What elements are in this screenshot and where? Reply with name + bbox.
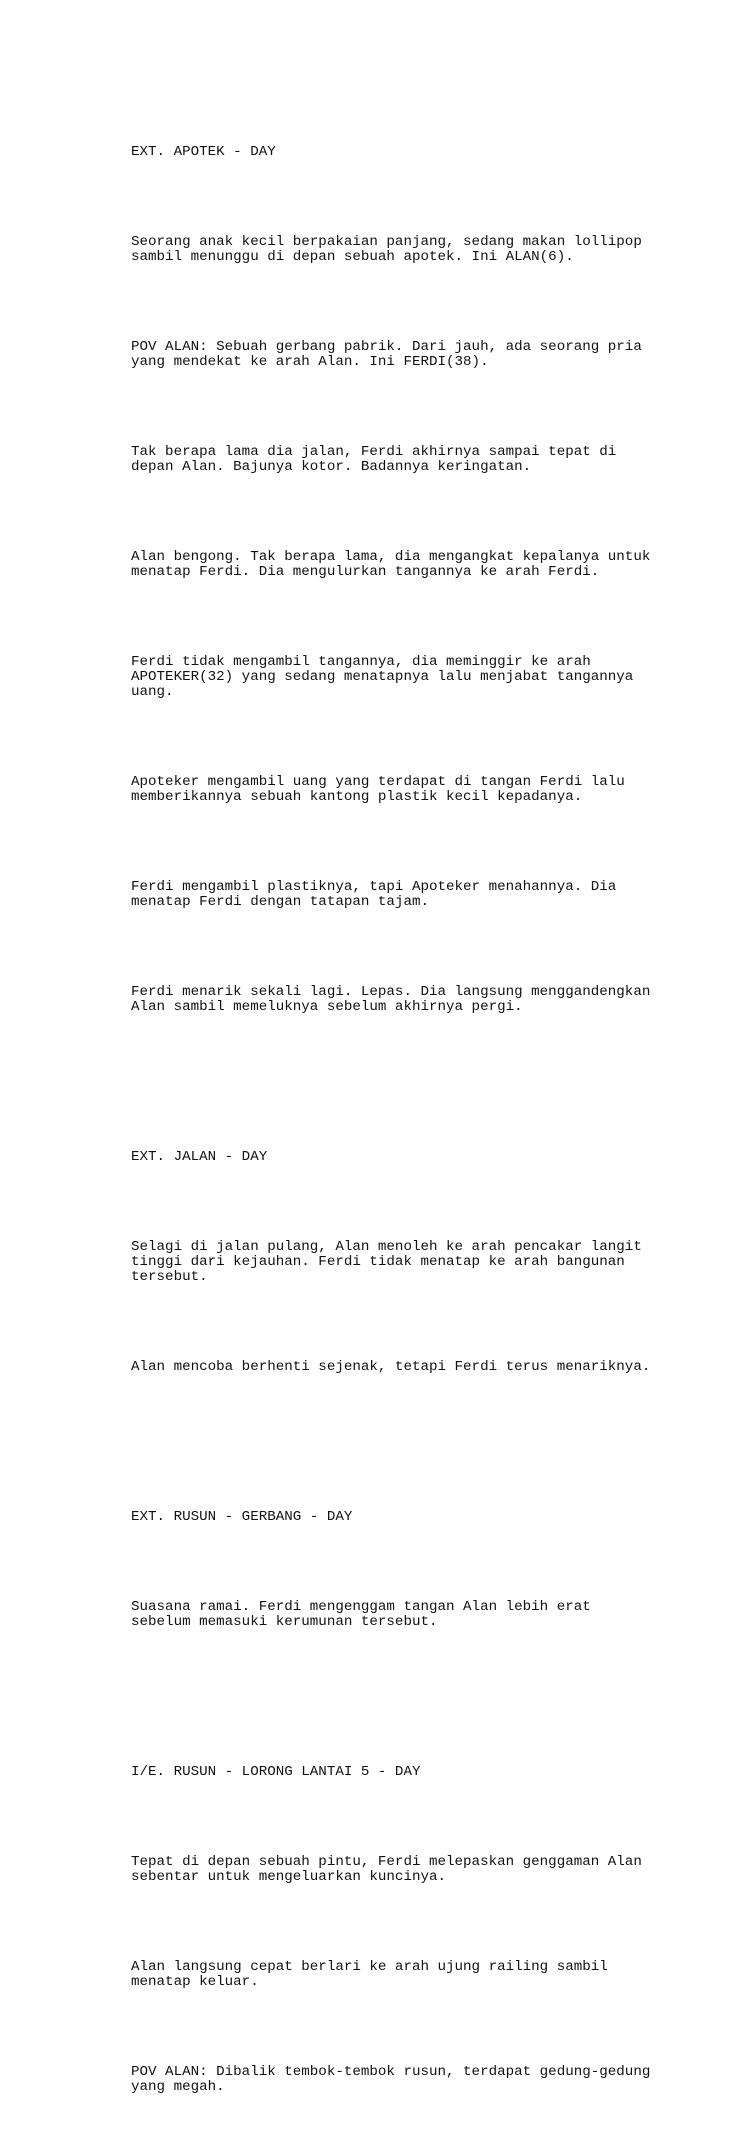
text-line: Apoteker mengambil uang yang terdapat di tangan Ferdi lalu	[131, 774, 625, 790]
text-line: sebentar untuk mengeluarkan kuncinya.	[131, 1869, 447, 1885]
text-line: Alan bengong. Tak berapa lama, dia mengangkat kepalanya untuk	[131, 549, 651, 565]
text-line: APOTEKER(32) yang sedang menatapnya lalu menjabat tangannya	[131, 669, 634, 685]
scene-heading: I/E. RUSUN - LORONG LANTAI 5 - DAY	[131, 1764, 421, 1780]
text-line: menatap Ferdi dengan tatapan tajam.	[131, 894, 429, 910]
text-line: menatap keluar.	[131, 1974, 259, 1990]
text-line: Tepat di depan sebuah pintu, Ferdi melepaskan genggaman Alan	[131, 1854, 642, 1870]
text-line: depan Alan. Bajunya kotor. Badannya keringatan.	[131, 459, 532, 475]
action-paragraph	[131, 1360, 691, 1375]
scene-heading: EXT. RUSUN - GERBANG - DAY	[131, 1509, 353, 1525]
action-paragraph	[131, 1240, 691, 1285]
scene-heading: EXT. APOTEK - DAY	[131, 144, 276, 160]
text-line: Ferdi tidak mengambil tangannya, dia meminggir ke arah	[131, 654, 591, 670]
text-line: yang mendekat ke arah Alan. Ini FERDI(38).	[131, 354, 489, 370]
action-paragraph	[131, 985, 691, 1015]
action-paragraph	[131, 1960, 691, 1990]
text-line: sambil menunggu di depan sebuah apotek. Ini ALAN(6).	[131, 249, 574, 265]
text-line: Alan langsung cepat berlari ke arah ujung railing sambil	[131, 1959, 608, 1975]
action-paragraph	[131, 550, 691, 580]
text-line: sebelum memasuki kerumunan tersebut.	[131, 1614, 438, 1630]
text-line: POV ALAN: Sebuah gerbang pabrik. Dari jauh, ada seorang pria	[131, 339, 642, 355]
text-line: Alan mencoba berhenti sejenak, tetapi Ferdi terus menariknya.	[131, 1359, 651, 1375]
action-paragraph	[131, 340, 691, 370]
action-paragraph	[131, 1600, 691, 1630]
text-line: Ferdi menarik sekali lagi. Lepas. Dia langsung menggandengkan	[131, 984, 651, 1000]
action-paragraph	[131, 445, 691, 475]
text-line: memberikannya sebuah kantong plastik kecil kepadanya.	[131, 789, 583, 805]
screenplay-content	[131, 85, 691, 2140]
text-line: Tak berapa lama dia jalan, Ferdi akhirnya sampai tepat di	[131, 444, 617, 460]
text-line: Seorang anak kecil berpakaian panjang, sedang makan lollipop	[131, 234, 642, 250]
text-line: tinggi dari kejauhan. Ferdi tidak menatap ke arah bangunan	[131, 1254, 625, 1270]
text-line: Selagi di jalan pulang, Alan menoleh ke arah pencakar langit	[131, 1239, 642, 1255]
text-line: yang megah.	[131, 2079, 225, 2095]
text-line: Suasana ramai. Ferdi mengenggam tangan Alan lebih erat	[131, 1599, 591, 1615]
action-paragraph	[131, 775, 691, 805]
action-paragraph	[131, 2065, 691, 2095]
action-paragraph	[131, 1855, 691, 1885]
action-paragraph	[131, 655, 691, 700]
scene-heading: EXT. JALAN - DAY	[131, 1149, 268, 1165]
text-line: Alan sambil memeluknya sebelum akhirnya pergi.	[131, 999, 523, 1015]
text-line: menatap Ferdi. Dia mengulurkan tangannya ke arah Ferdi.	[131, 564, 600, 580]
text-line: uang.	[131, 684, 174, 700]
text-line: Ferdi mengambil plastiknya, tapi Apoteker menahannya. Dia	[131, 879, 617, 895]
action-paragraph	[131, 880, 691, 910]
action-paragraph	[131, 235, 691, 265]
text-line: POV ALAN: Dibalik tembok-tembok rusun, terdapat gedung-gedung	[131, 2064, 651, 2080]
text-line: tersebut.	[131, 1269, 208, 1285]
